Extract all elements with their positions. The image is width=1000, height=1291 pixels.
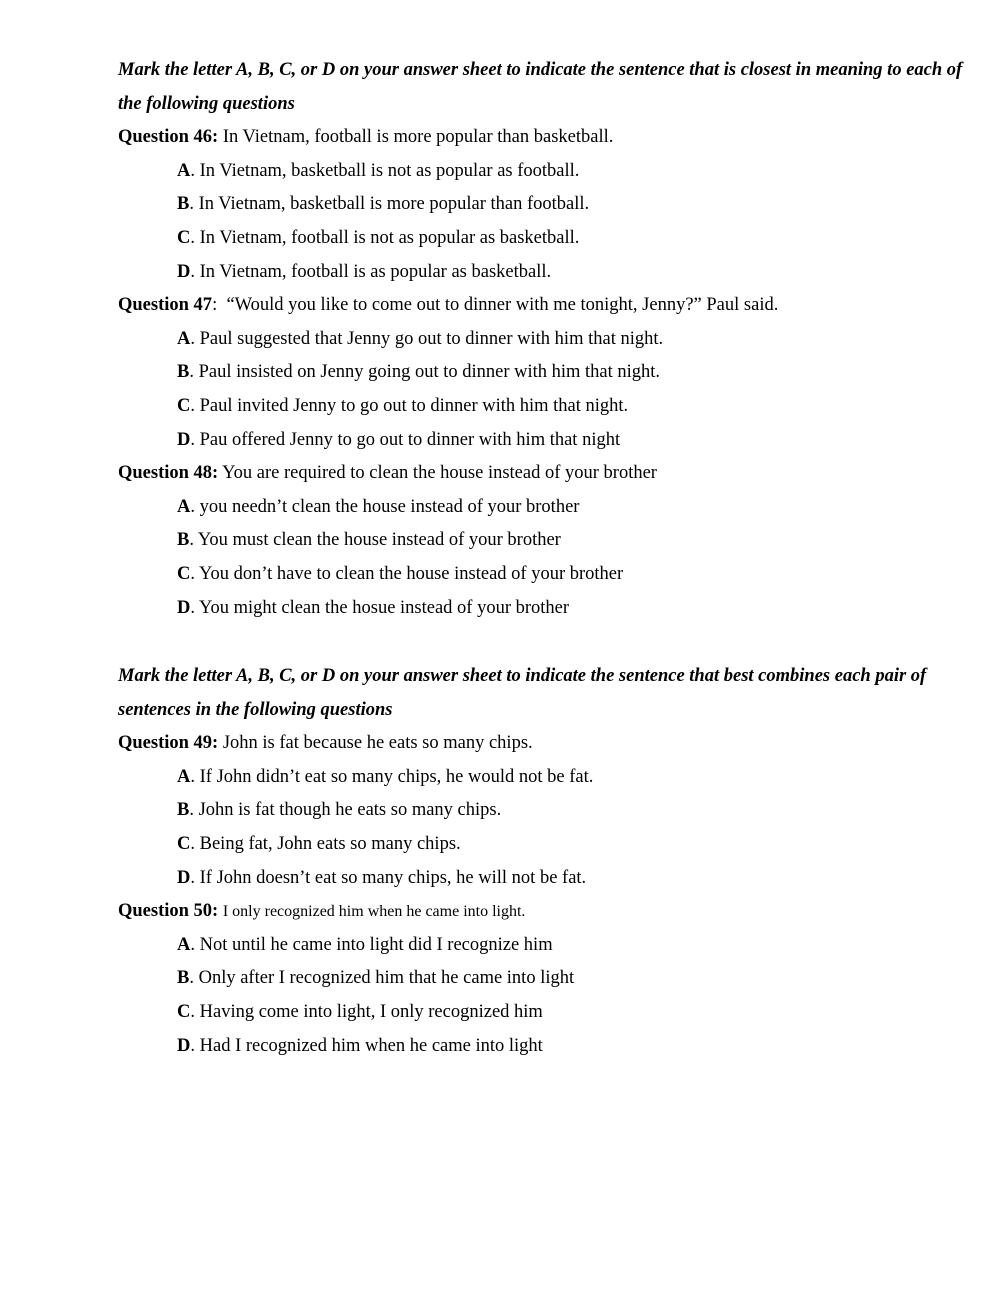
option-text: . You might clean the hosue instead of your brother: [190, 597, 570, 618]
option-letter: A: [177, 328, 191, 349]
option-text: . Being fat, John eats so many chips.: [190, 833, 461, 854]
question-label: Question 47: [118, 295, 213, 316]
question-stem: [118, 895, 968, 929]
question-text: I only recognized him when he came into light.: [222, 903, 526, 921]
question-label: Question 50:: [118, 901, 219, 922]
option-letter: C: [177, 395, 191, 416]
option-text: . Paul invited Jenny to go out to dinner with him that night.: [190, 395, 629, 416]
option-letter: C: [177, 833, 191, 854]
question-stem: Question 47: “Would you like to come out to dinner with me tonight, Jenny?” Paul said.: [118, 295, 779, 316]
question-label: Question 49:: [118, 733, 219, 754]
option-a[interactable]: [118, 155, 968, 189]
option-text: . In Vietnam, football is as popular as basketball.: [190, 261, 552, 282]
question-50: [118, 895, 968, 1063]
question-46: [118, 121, 968, 289]
option-c[interactable]: [118, 558, 968, 592]
question-text: “Would you like to come out to dinner with me tonight, Jenny?” Paul said.: [226, 295, 779, 316]
question-48: [118, 457, 968, 625]
option-letter: C: [177, 1001, 191, 1022]
question-text: You are required to clean the house instead of your brother: [222, 463, 657, 484]
option-text: . If John didn’t eat so many chips, he would not be fat.: [190, 766, 594, 787]
option-text: . Having come into light, I only recognized him: [190, 1001, 543, 1022]
option-letter: C: [177, 227, 191, 248]
option-text: . you needn’t clean the house instead of your brother: [190, 496, 580, 517]
option-text: . In Vietnam, basketball is not as popular as football.: [190, 160, 580, 181]
option-c[interactable]: [118, 828, 968, 862]
option-text: . In Vietnam, football is not as popular as basketball.: [190, 227, 580, 248]
option-b[interactable]: [118, 524, 968, 558]
option-text: . Paul insisted on Jenny going out to dinner with him that night.: [189, 362, 661, 383]
option-d[interactable]: [118, 256, 968, 290]
option-b[interactable]: [118, 794, 968, 828]
question-stem: [118, 121, 968, 155]
option-a[interactable]: [118, 929, 968, 963]
option-text: . Only after I recognized him that he came into light: [189, 968, 575, 989]
option-d[interactable]: [118, 424, 968, 458]
option-letter: A: [177, 160, 191, 181]
option-text: . Pau offered Jenny to go out to dinner with him that night: [190, 429, 621, 450]
option-letter: A: [177, 934, 191, 955]
option-c[interactable]: [118, 996, 968, 1030]
option-text: . If John doesn’t eat so many chips, he will not be fat.: [190, 867, 587, 888]
option-text: . Not until he came into light did I recognize him: [190, 934, 553, 955]
question-47: [118, 289, 968, 457]
option-text: . John is fat though he eats so many chips.: [189, 800, 502, 821]
option-c[interactable]: [118, 390, 968, 424]
question-49: [118, 727, 968, 895]
option-a[interactable]: [118, 491, 968, 525]
option-letter: A: [177, 766, 191, 787]
option-letter: D: [177, 429, 191, 450]
question-text: In Vietnam, football is more popular than basketball.: [222, 127, 614, 148]
option-letter: D: [177, 261, 191, 282]
option-letter: B: [177, 530, 190, 551]
option-letter: A: [177, 496, 191, 517]
option-letter: B: [177, 800, 190, 821]
option-text: . You don’t have to clean the house instead of your brother: [190, 563, 624, 584]
section-combine-sentences: [118, 660, 968, 1063]
option-a[interactable]: [118, 323, 968, 357]
question-label: Question 46:: [118, 127, 219, 148]
section-instruction: Mark the letter A, B, C, or D on your answer sheet to indicate the sentence that best combines each pair of sentences in the following questions: [118, 666, 927, 720]
option-letter: D: [177, 867, 191, 888]
section-closest-meaning: [118, 54, 968, 625]
option-b[interactable]: [118, 188, 968, 222]
option-b[interactable]: [118, 962, 968, 996]
section-instruction: Mark the letter A, B, C, or D on your answer sheet to indicate the sentence that is closest in meaning to each of the following questions: [118, 60, 963, 114]
option-letter: B: [177, 968, 190, 989]
option-text: . Paul suggested that Jenny go out to dinner with him that night.: [190, 328, 664, 349]
option-d[interactable]: [118, 592, 968, 626]
question-stem: [118, 727, 968, 761]
option-letter: D: [177, 597, 191, 618]
option-text: . In Vietnam, basketball is more popular than football.: [189, 194, 590, 215]
option-b[interactable]: [118, 356, 968, 390]
question-stem: [118, 457, 968, 491]
question-text: John is fat because he eats so many chips.: [222, 733, 533, 754]
option-text: . You must clean the house instead of your brother: [189, 530, 561, 551]
option-text: . Had I recognized him when he came into light: [190, 1035, 543, 1056]
option-letter: B: [177, 194, 190, 215]
option-letter: C: [177, 563, 191, 584]
option-c[interactable]: [118, 222, 968, 256]
option-letter: D: [177, 1035, 191, 1056]
option-letter: B: [177, 362, 190, 383]
option-d[interactable]: [118, 862, 968, 896]
question-label: Question 48:: [118, 463, 219, 484]
option-a[interactable]: [118, 761, 968, 795]
option-d[interactable]: [118, 1030, 968, 1064]
